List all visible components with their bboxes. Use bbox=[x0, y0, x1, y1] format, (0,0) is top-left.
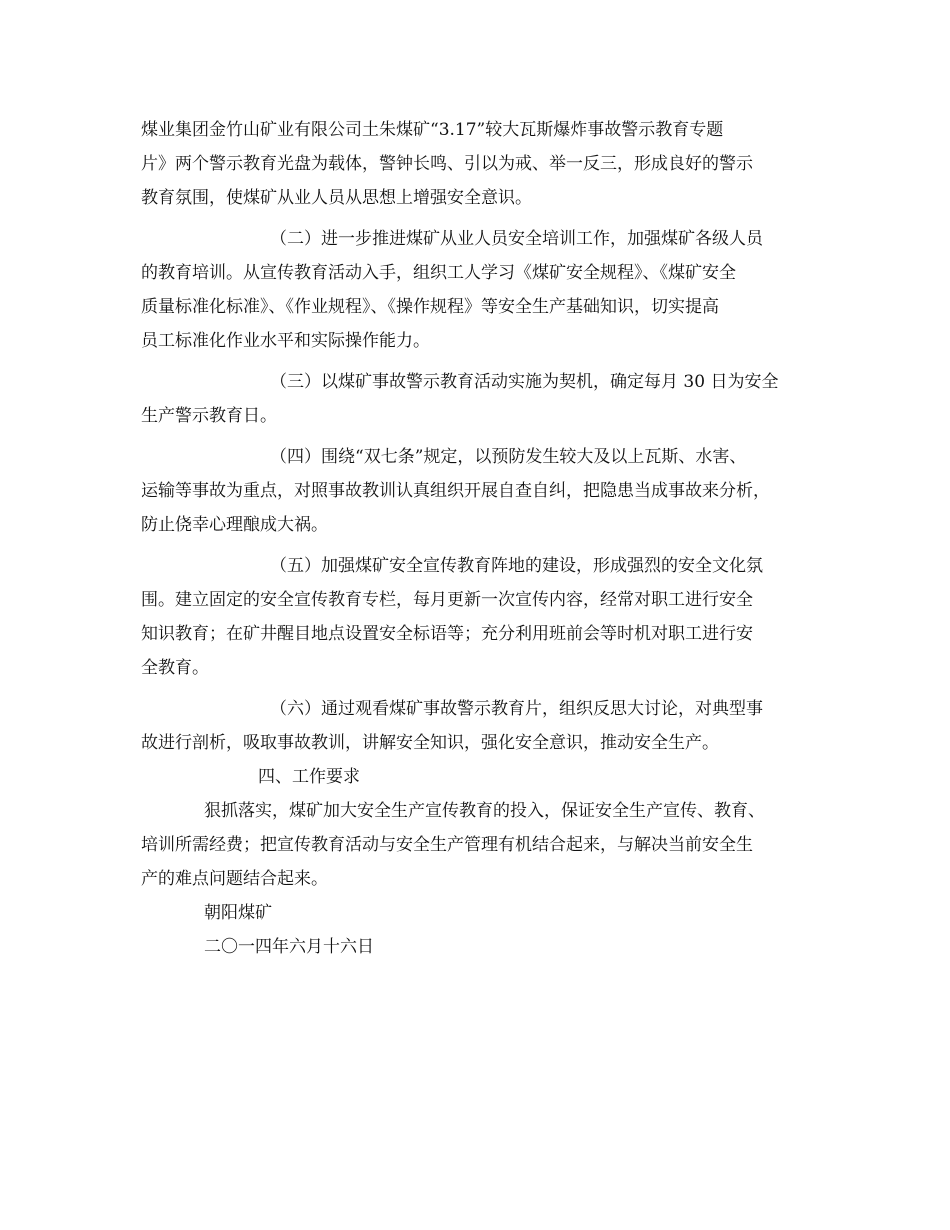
signature-organization: 朝阳煤矿 bbox=[204, 903, 272, 923]
section-six-line: （六）通过观看煤矿事故警示教育片，组织反思大讨论，对典型事 bbox=[270, 699, 763, 719]
body-line: 围。建立固定的安全宣传教育专栏，每月更新一次宣传内容，经常对职工进行安全 bbox=[141, 590, 753, 610]
section-three-line: （三）以煤矿事故警示教育活动实施为契机，确定每月 30 日为安全 bbox=[270, 372, 779, 392]
body-line: 狠抓落实，煤矿加大安全生产宣传教育的投入，保证安全生产宣传、教育、 bbox=[204, 801, 765, 821]
signature-date: 二〇一四年六月十六日 bbox=[204, 937, 374, 957]
body-line: 教育氛围，使煤矿从业人员从思想上增强安全意识。 bbox=[141, 188, 532, 208]
body-line: 的教育培训。从宣传教育活动入手，组织工人学习《煤矿安全规程》、《煤矿安全 bbox=[141, 263, 736, 283]
body-line: 产的难点问题结合起来。 bbox=[141, 869, 328, 889]
body-line: 知识教育；在矿井醒目地点设置安全标语等；充分利用班前会等时机对职工进行安 bbox=[141, 624, 753, 644]
body-line: 培训所需经费；把宣传教育活动与安全生产管理有机结合起来，与解决当前安全生 bbox=[141, 835, 753, 855]
body-line: 生产警示教育日。 bbox=[141, 406, 277, 426]
body-line: 片》两个警示教育光盘为载体，警钟长鸣、引以为戒、举一反三，形成良好的警示 bbox=[141, 154, 753, 174]
section-heading: 四、工作要求 bbox=[258, 767, 360, 787]
body-line: 全教育。 bbox=[141, 658, 209, 678]
body-line: 防止侥幸心理酿成大祸。 bbox=[141, 515, 328, 535]
section-five-line: （五）加强煤矿安全宣传教育阵地的建设，形成强烈的安全文化氛 bbox=[270, 556, 763, 576]
body-line: 员工标准化作业水平和实际操作能力。 bbox=[141, 331, 430, 351]
body-line: 运输等事故为重点，对照事故教训认真组织开展自查自纠，把隐患当成事故来分析， bbox=[141, 481, 770, 501]
body-line: 煤业集团金竹山矿业有限公司土朱煤矿“3.17”较大瓦斯爆炸事故警示教育专题 bbox=[141, 120, 724, 140]
body-line: 故进行剖析，吸取事故教训，讲解安全知识，强化安全意识，推动安全生产。 bbox=[141, 733, 719, 753]
section-two-line: （二）进一步推进煤矿从业人员安全培训工作，加强煤矿各级人员 bbox=[270, 229, 763, 249]
body-line: 质量标准化标准》、《作业规程》、《操作规程》等安全生产基础知识，切实提高 bbox=[141, 297, 719, 317]
section-four-line: （四）围绕“双七条”规定，以预防发生较大及以上瓦斯、水害、 bbox=[270, 447, 747, 467]
